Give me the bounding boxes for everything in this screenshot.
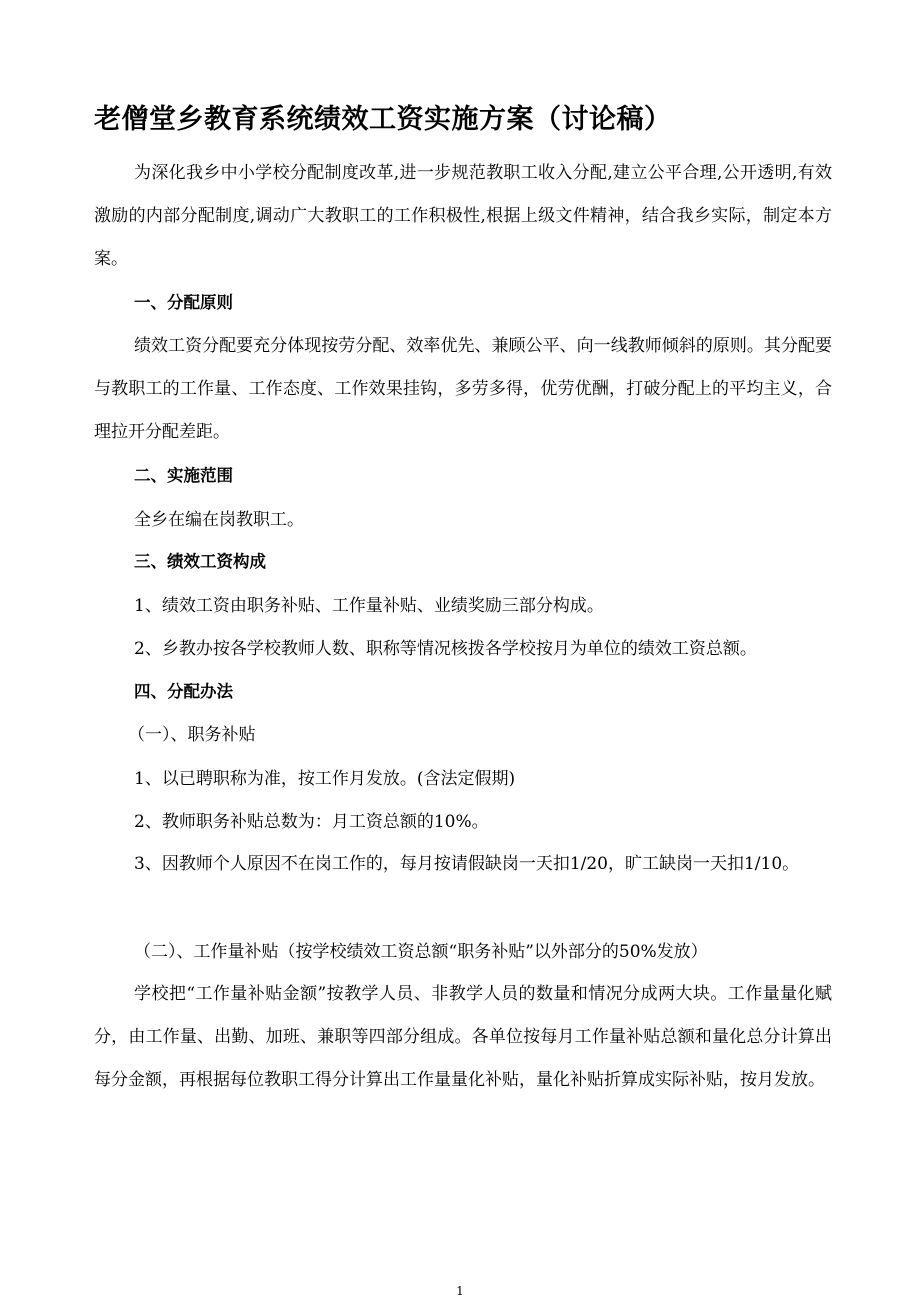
section-heading-3: 三、绩效工资构成: [134, 552, 266, 571]
intro-paragraph: 为深化我乡中小学校分配制度改革,进一步规范教职工收入分配,建立公平合理,公开透明,有效激励的内部分配制度,调动广大教职工的工作积极性,根据上级文件精神，结合我乡实际，制定本方案。: [94, 163, 832, 269]
section-heading-4: 四、分配办法: [134, 682, 233, 701]
section-1-paragraph: 绩效工资分配要充分体现按劳分配、效率优先、兼顾公平、向一线教师倾斜的原则。其分配要与教职工的工作量、工作态度、工作效果挂钩，多劳多得，优劳优酬，打破分配上的平均主义，合理拉开分配差距。: [94, 336, 832, 442]
page-number: 1: [456, 1284, 464, 1298]
subsection-heading-1: （一）、职务补贴: [128, 725, 256, 745]
subsection-1-item-1: 1、以已聘职称为准，按工作月发放。(含法定假期): [134, 769, 516, 789]
subsection-2-paragraph: 学校把“工作量补贴金额”按教学人员、非教学人员的数量和情况分成两大块。工作量量化赋分，由工作量、出勤、加班、兼职等四部分组成。各单位按每月工作量补贴总额和量化总分计算出每分金额，再根据每位教职工得分计算出工作量量化补贴，量化补贴折算成实际补贴，按月发放。: [94, 984, 832, 1090]
subsection-1-item-3: 3、因教师个人原因不在岗工作的，每月按请假缺岗一天扣1/20，旷工缺岗一天扣1/10。: [134, 854, 800, 874]
subsection-1-item-2: 2、教师职务补贴总数为：月工资总额的10%。: [134, 812, 489, 832]
section-heading-2: 二、实施范围: [134, 466, 233, 485]
section-3-item-2: 2、乡教办按各学校教师人数、职称等情况核拨各学校按月为单位的绩效工资总额。: [134, 639, 757, 659]
section-2-paragraph: 全乡在编在岗教职工。: [134, 510, 304, 530]
section-heading-1: 一、分配原则: [134, 293, 233, 312]
section-3-item-1: 1、绩效工资由职务补贴、工作量补贴、业绩奖励三部分构成。: [134, 596, 604, 616]
subsection-heading-2: （二）、工作量补贴（按学校绩效工资总额“职务补贴”以外部分的50%发放）: [134, 942, 708, 962]
document-title: 老僧堂乡教育系统绩效工资实施方案（讨论稿）: [94, 104, 672, 135]
